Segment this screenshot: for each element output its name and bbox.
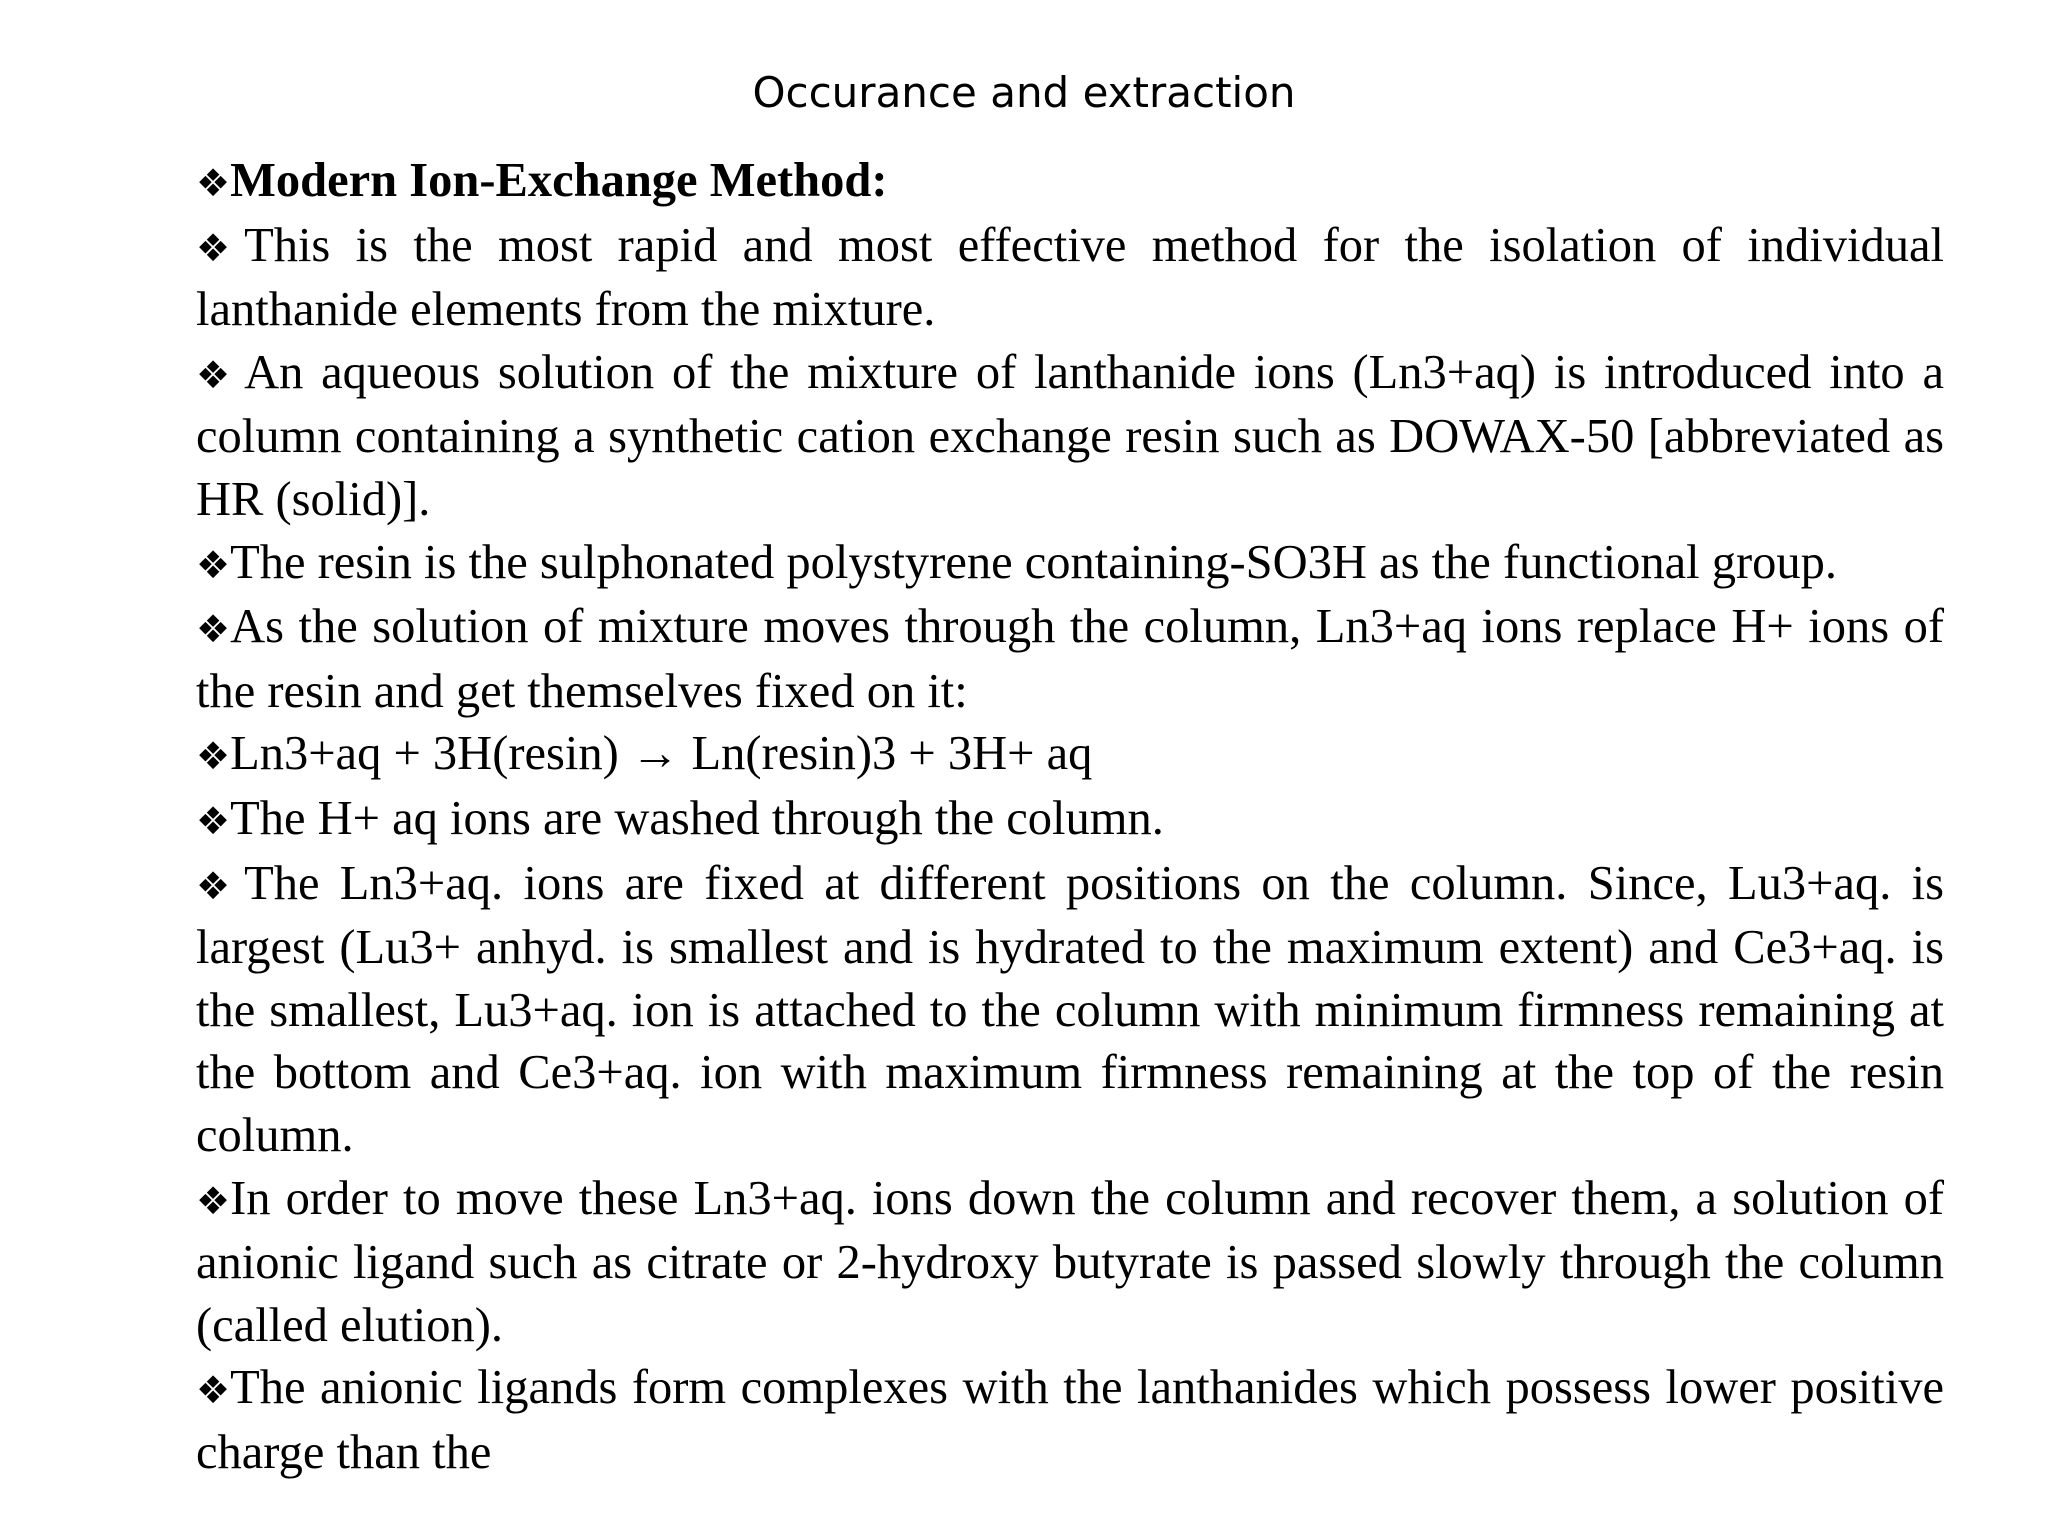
- paragraph-7: [196, 853, 1944, 1168]
- paragraph-text: The anionic ligands form complexes with the lanthanides which possess lower positive charge than the: [196, 1361, 1944, 1479]
- paragraph-text: The resin is the sulphonated polystyrene containing-SO3H as the functional group.: [230, 535, 1837, 589]
- slide-body: [196, 150, 1944, 1484]
- paragraph-8: [196, 1168, 1944, 1358]
- slide-title: Occurance and extraction: [752, 68, 1296, 117]
- paragraph-2: [196, 342, 1944, 532]
- paragraph-text: The Ln3+aq. ions are fixed at different positions on the column. Since, Lu3+aq. is largest (Lu3+ anhyd. is smallest and is hydrated to the maximum extent) and Ce3+aq. is the smallest, Lu3+aq. ion is attached to the column with minimum firmness remaining at the bottom and Ce3+aq. ion with maximum firmness remaining at the top of the resin column.: [196, 856, 1944, 1162]
- paragraph-5-equation: [196, 723, 1944, 788]
- paragraph-9: [196, 1357, 1944, 1484]
- paragraph-4: [196, 596, 1944, 723]
- diamond-bullet-icon: ❖: [196, 1368, 231, 1413]
- diamond-bullet-icon: ❖: [196, 863, 231, 908]
- section-heading: [196, 150, 1944, 215]
- paragraph-3: [196, 532, 1944, 597]
- paragraph-text: As the solution of mixture moves through the column, Ln3+aq ions replace H+ ions of the resin and get themselves fixed on it:: [196, 600, 1944, 718]
- paragraph-text: In order to move these Ln3+aq. ions down the column and recover them, a solution of anionic ligand such as citrate or 2-hydroxy butyrate is passed slowly through the column (called elution).: [196, 1171, 1944, 1352]
- diamond-bullet-icon: ❖: [196, 607, 231, 652]
- diamond-bullet-icon: ❖: [196, 542, 231, 587]
- diamond-bullet-icon: ❖: [196, 1178, 231, 1223]
- paragraph-text: This is the most rapid and most effective method for the isolation of individual lanthanide elements from the mixture.: [196, 218, 1944, 337]
- paragraph-6: [196, 788, 1944, 853]
- paragraph-text: Ln3+aq + 3H(resin) → Ln(resin)3 + 3H+ aq: [230, 727, 1093, 781]
- diamond-bullet-icon: ❖: [196, 225, 231, 270]
- diamond-bullet-icon: ❖: [196, 161, 231, 205]
- paragraph-text: An aqueous solution of the mixture of lanthanide ions (Ln3+aq) is introduced into a column containing a synthetic cation exchange resin such as DOWAX-50 [abbreviated as HR (solid)].: [196, 345, 1944, 526]
- diamond-bullet-icon: ❖: [196, 798, 231, 843]
- heading-text: Modern Ion-Exchange Method:: [230, 154, 888, 207]
- diamond-bullet-icon: ❖: [196, 352, 231, 397]
- paragraph-1: [196, 215, 1944, 342]
- diamond-bullet-icon: ❖: [196, 734, 231, 779]
- paragraph-text: The H+ aq ions are washed through the column.: [230, 791, 1164, 845]
